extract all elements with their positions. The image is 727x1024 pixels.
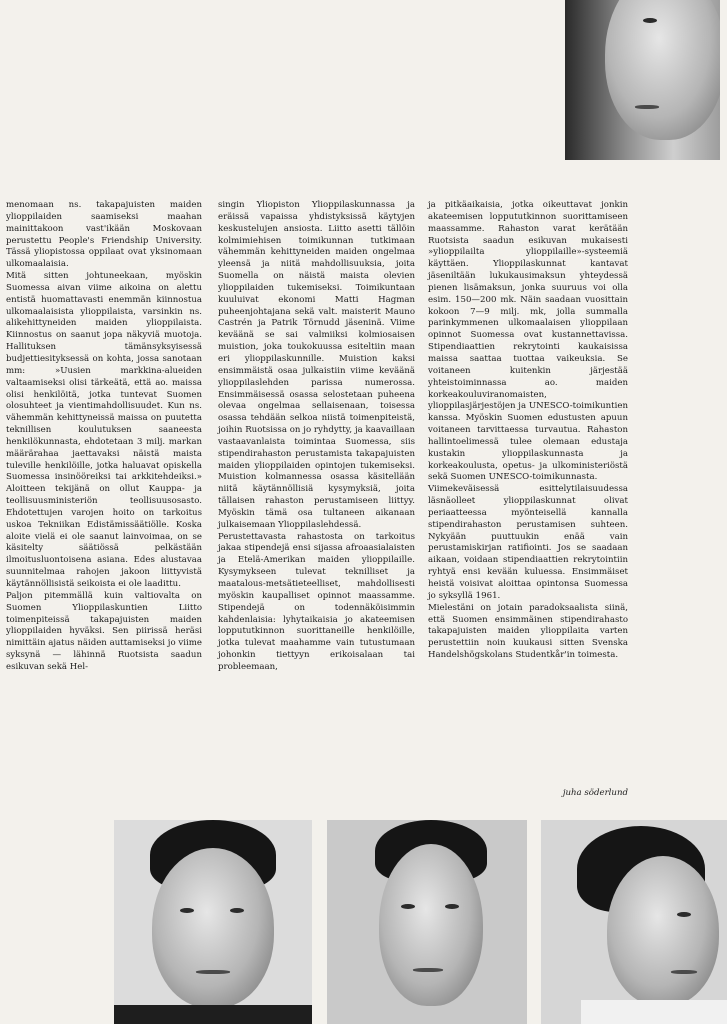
portrait-photo-top (565, 0, 720, 160)
paragraph: Mitä sitten johtuneekaan, myöskin Suomessa aivan viime aikoina on alettu entistä huomattavasti enemmän kiinnostua ulkomaalaisista ylioppilaista, varsinkin ns. alikehittyneiden maiden ylioppilaista. Kiinnostus on saanut jopa näkyviä muotoja. Hallituksen tämänsyksyisessä budjettiesityksessä on kohta, jossa sanotaan mm: »Uusien markkina-alueiden valtaamiseksi olisi tärkeätä, että ao. maissa olisi henkilöitä, jotka tuntevat Suomen olosuhteet ja vientimahdollisuudet. Kun ns. vähemmän kehittyneissä maissa on puutetta teknillisen koulutuksen saaneesta henkilökunnasta, ehdotetaan 3 milj. markan määrärahaa jaettavaksi näistä maista tuleville henkilöille, jotka haluavat opiskella Suomessa insinööreiksi tai arkkitehdeiksi.» Aloitteen tekijänä on ollut Kauppa- ja teollisuusministeriön teollisuusosasto. Ehdotettujen varojen hoito on tarkoitus uskoa Tekniikan Edistämissäätiölle. Koska aloite vielä ei ole saanut lainvoimaa, on se käsitelty säätiössä pelkästään ilmoitusluontoisena asiana. Edes alustavaa suunnitelmaa rahojen jakoon liittyvistä käytännöllisistä seikoista ei ole laadittu. (6, 271, 202, 589)
portrait-photo-middle (327, 820, 527, 1024)
article-column-1 (6, 200, 202, 674)
paragraph: ja pitkäaikaisia, jotka oikeuttavat jonkin akateemisen loppututkinnon suorittamiseen maassamme. Rahaston varat kerätään Ruotsista saadun esikuvan mukaisesti »ylioppilailta ylioppilaille»-systeemiä käyttäen. Ylioppilaskunnat kantavat jäseniltään lukukausimaksun yhteydessä pienen lisämaksun, jonka suuruus voi olla esim. 150—200 mk. Näin saadaan vuosittain kokoon 7—9 milj. mk, jolla summalla parinkymmenen ulkomaalaisen ylioppilaan opinnot Suomessa ovat kustannettavissa. Stipendiaattien rekrytointi kaukaisissa maissa saattaa tuottaa vaikeuksia. Se voitaneen kuitenkin järjestää yhteistoiminnassa ao. maiden korkeakouluviranomaisten, ylioppilasjärjestöjen ja UNESCO-toimikuntien kanssa. Myöskin Suomen edustusten apuun voitaneen tarvittaessa turvautua. Rahaston hallintoelimessä tulee olemaan edustaja kustakin ylioppilaskunnasta ja korkeakoulusta, opetus- ja ulkoministeriöstä sekä Suomen UNESCO-toimikunnasta. (428, 200, 628, 483)
paragraph: Paljon pitemmällä kuin valtiovalta on Suomen Ylioppilaskuntien Liitto toimenpiteissä takapajuisten maiden ylioppilaiden hyväksi. Sen piirissä heräsi nimittäin ajatus näiden auttamiseksi jo viime syksynä — lähinnä Ruotsista saadun esikuvan sekä Hel- (6, 590, 202, 672)
article-column-2 (218, 200, 415, 674)
paragraph: singin Yliopiston Ylioppilaskunnassa ja eräissä vapaissa yhdistyksissä käytyjen keskustelujen ansiosta. Liitto asetti tällöin kolmimiehisen toimikunnan tutkimaan vähemmän kehittyneiden maiden ongelmaa yleensä ja niitä mahdollisuuksia, joita Suomella on näistä maista olevien ylioppilaiden tukemiseksi. Toimikuntaan kuuluivat ekonomi Matti Hagman puheenjohtajana sekä valt. maisterit Mauno Castrén ja Patrik Törnudd jäseninä. Viime keväänä se sai valmiiksi kolmiosaisen muistion, joka toukokuussa esiteltiin maan eri ylioppilaskunnille. Muistion kaksi ensimmäistä osaa julkaistiin viime keväänä ylioppilaslehden parissa numerossa. Ensimmäisessä osassa selostetaan puheena olevaa ongelmaa sellaisenaan, toisessa osassa tehdään selkoa niistä toimenpiteistä, joihin Ruotsissa on jo ryhdytty, ja kaavaillaan vastaavanlaista toimintaa Suomessa, siis stipendirahaston perustamista takapajuisten maiden ylioppilaiden opintojen tukemiseksi. Muistion kolmannessa osassa käsitellään niitä käytännöllisiä kysymyksiä, joita tällaisen rahaston perustamiseen liittyy. Myöskin tämä osa tultaneen aikanaan julkaisemaan Ylioppilaslehdessä. (218, 200, 415, 530)
paragraph: menomaan ns. takapajuisten maiden ylioppilaiden saamiseksi maahan mainittakoon vast'ikään Moskovaan perustettu People's Friendship University. Tässä yliopistossa oppilaat ovat yksinomaan ulkomaalaisia. (6, 200, 202, 270)
paragraph: Perustettavasta rahastosta on tarkoitus jakaa stipendejä ensi sijassa afroaasialaisten ja Etelä-Amerikan maiden ylioppilaille. Kysymykseen tulevat teknilliset ja maatalous-metsätieteelliset, mahdollisesti myöskin kaupalliset opinnot maassamme. Stipendejä on todennäköisimmin kahdenlaisia: lyhytaikaisia jo akateemisen loppututkinnon suorittaneille henkilöille, jotka tulevat maahamme vain tutustumaan johonkin tiettyyn erikoisalaan tai probleemaan, (218, 531, 415, 672)
portrait-photo-right (541, 820, 727, 1024)
article-column-3 (428, 200, 628, 662)
paragraph: Viimekeväisessä esittelytilaisuudessa läsnäolleet ylioppilaskunnat olivat periaatteessa myönteisellä kannalla stipendirahaston perustamisen suhteen. Nykyään puuttuukin enää vain perustamiskirjan ratifiointi. Jos se saadaan aikaan, voidaan stipendiaattien rekrytointiin ryhtyä ensi kevään kuluessa. Ensimmäiset heistä voisivat aloittaa opintonsa Suomessa jo syksyllä 1961. (428, 484, 628, 601)
paragraph: Mielestäni on jotain paradoksaalista siinä, että Suomen ensimmäinen stipendirahasto takapajuisten maiden ylioppilaita varten perustettiin noin kuukausi sitten Svenska Handelshögskolans Studentkår'in toimesta. (428, 602, 628, 661)
author-signature: juha söderlund (562, 788, 628, 798)
portrait-photo-left (114, 820, 312, 1024)
